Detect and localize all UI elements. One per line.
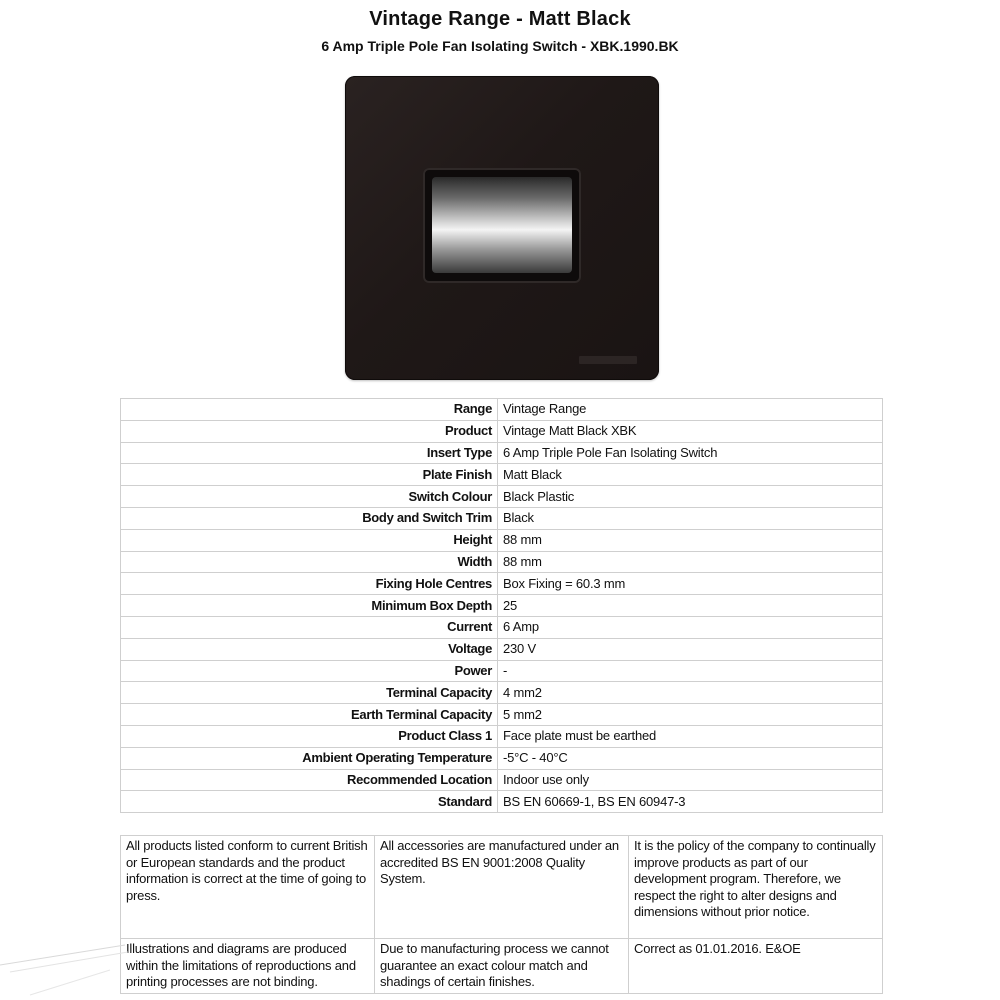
spec-row [121,507,883,529]
note-standards: All products listed conform to current British or European standards and the product information is correct at the time of going to press. [121,836,375,939]
spec-row [121,660,883,682]
fan-isolating-switch-icon [432,177,572,273]
spec-row [121,682,883,704]
spec-value: Matt Black [498,464,883,486]
spec-value: 230 V [498,638,883,660]
spec-value: -5°C - 40°C [498,747,883,769]
notes-row [121,836,883,939]
spec-row [121,747,883,769]
spec-value: 5 mm2 [498,704,883,726]
spec-label: Height [121,529,498,551]
spec-label: Recommended Location [121,769,498,791]
spec-row [121,529,883,551]
spec-row [121,638,883,660]
spec-row [121,725,883,747]
spec-value: - [498,660,883,682]
spec-value: Black [498,507,883,529]
specification-table [120,398,883,813]
spec-value: 4 mm2 [498,682,883,704]
spec-row [121,573,883,595]
spec-value: 6 Amp [498,616,883,638]
spec-label: Current [121,616,498,638]
spec-value: Vintage Matt Black XBK [498,420,883,442]
spec-label: Fixing Hole Centres [121,573,498,595]
spec-value: Vintage Range [498,399,883,421]
spec-label: Standard [121,791,498,813]
spec-label: Power [121,660,498,682]
spec-label: Body and Switch Trim [121,507,498,529]
spec-row [121,399,883,421]
spec-row [121,769,883,791]
brand-mark-icon [579,356,637,364]
spec-value: Box Fixing = 60.3 mm [498,573,883,595]
notes-row [121,939,883,994]
note-colour-match: Due to manufacturing process we cannot guarantee an exact colour match and shadings of certain finishes. [375,939,629,994]
spec-label: Range [121,399,498,421]
spec-label: Voltage [121,638,498,660]
spec-value: 6 Amp Triple Pole Fan Isolating Switch [498,442,883,464]
spec-row [121,616,883,638]
spec-row [121,486,883,508]
spec-value: Black Plastic [498,486,883,508]
switch-frame [423,168,581,283]
note-policy: It is the policy of the company to continually improve products as part of our development program. Therefore, we respect the right to alter designs and dimensions without prior notice. [629,836,883,939]
spec-label: Minimum Box Depth [121,595,498,617]
spec-value: 88 mm [498,551,883,573]
spec-label: Insert Type [121,442,498,464]
note-correct-as: Correct as 01.01.2016. E&OE [629,939,883,994]
spec-label: Product Class 1 [121,725,498,747]
decorative-lines-icon [0,940,130,1000]
note-quality: All accessories are manufactured under an accredited BS EN 9001:2008 Quality System. [375,836,629,939]
spec-value: BS EN 60669-1, BS EN 60947-3 [498,791,883,813]
spec-row [121,595,883,617]
spec-label: Earth Terminal Capacity [121,704,498,726]
spec-label: Width [121,551,498,573]
product-image [345,76,659,380]
spec-row [121,464,883,486]
spec-label: Product [121,420,498,442]
spec-value: Indoor use only [498,769,883,791]
spec-label: Ambient Operating Temperature [121,747,498,769]
spec-label: Plate Finish [121,464,498,486]
spec-value: 88 mm [498,529,883,551]
spec-label: Terminal Capacity [121,682,498,704]
spec-value: Face plate must be earthed [498,725,883,747]
spec-row [121,791,883,813]
spec-row [121,442,883,464]
page-title: Vintage Range - Matt Black [369,8,631,30]
note-illustrations: Illustrations and diagrams are produced within the limitations of reproductions and printing processes are not binding. [121,939,375,994]
spec-row [121,704,883,726]
spec-value: 25 [498,595,883,617]
page-subtitle: 6 Amp Triple Pole Fan Isolating Switch - XBK.1990.BK [321,38,679,54]
spec-row [121,420,883,442]
notes-table [120,835,883,994]
spec-label: Switch Colour [121,486,498,508]
spec-row [121,551,883,573]
